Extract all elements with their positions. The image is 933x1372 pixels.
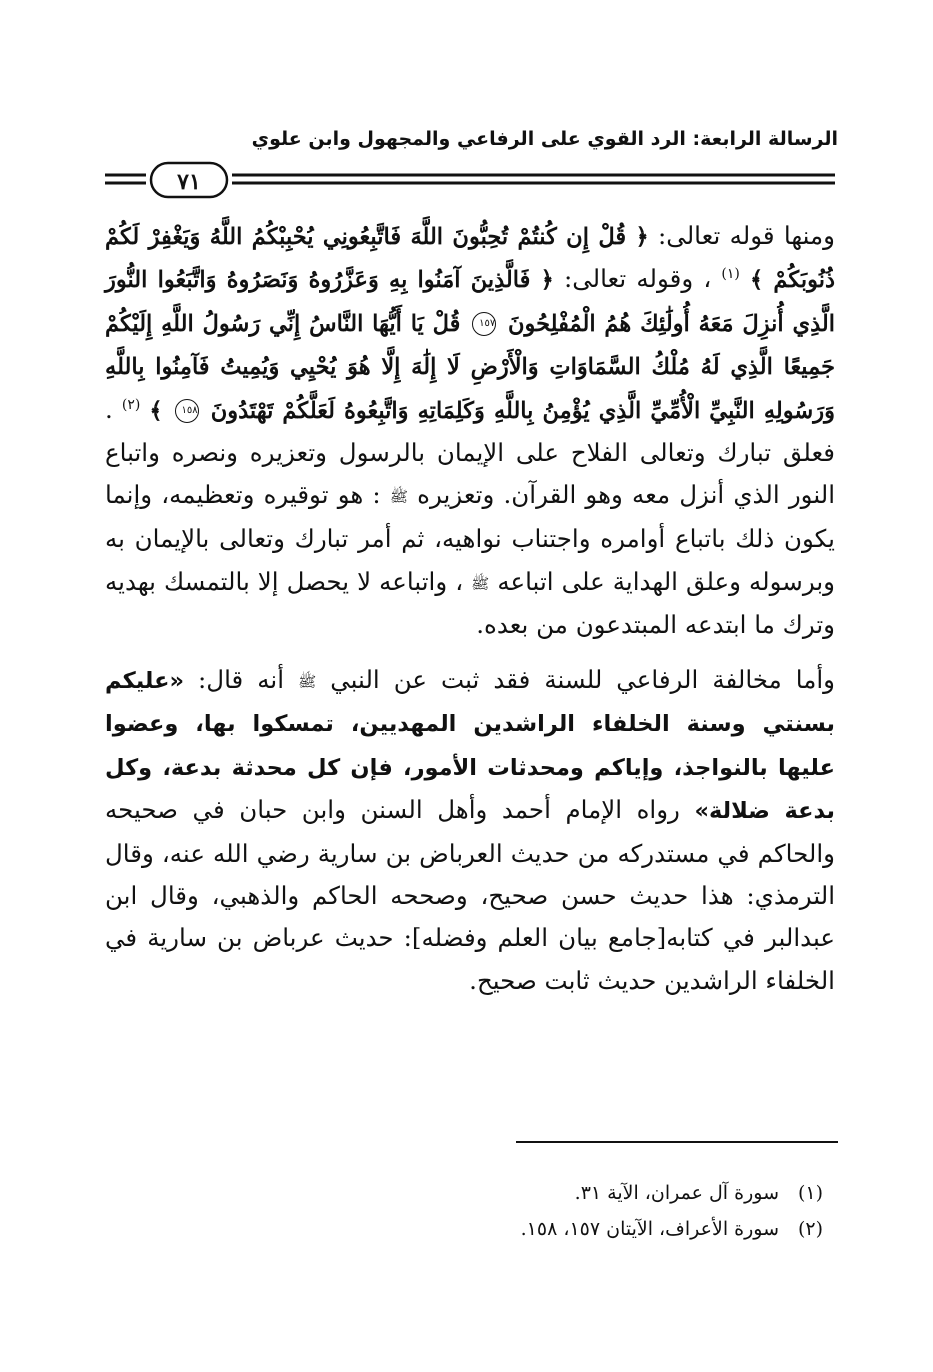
intro-text: ومنها قوله تعالى: (648, 221, 835, 250)
commentary-text: : هو توقيره وتعظيمه، وإنما يكون ذلك باتباع أوامره واجتناب نواهيه، ثم أمر تبارك وتعالى بالإيمان به وبرسوله وعلق الهداية على اتباعه (105, 480, 835, 596)
ayah-number-mark: ١٥٨ (175, 399, 199, 423)
salutation-glyph: ﷺ (389, 487, 408, 506)
commentary-text: رواه الإمام أحمد وأهل السنن وابن حبان في صحيحه والحاكم في مستدركه من حديث العرباض بن سارية رضي الله عنه، وقال الترمذي: هذا حديث حسن صحيح، وصححه الحاكم والذهبي، وقال ابن عبدالبر في كتابه[جامع بيان العلم وفضله]: حديث عرباض بن سارية في الخلفاء الراشدين حديث ثابت صحيح. (105, 795, 835, 995)
quran-bracket-close: ﴾ (149, 397, 163, 424)
footnote-item (223, 1211, 823, 1247)
commentary-text: . فعلق تبارك وتعالى الفلاح على الإيمان بالرسول وتعزيره ونصره واتباع النور الذي أنزل معه وهو القرآن. وتعزيره (105, 394, 835, 510)
running-header: الرسالة الرابعة: الرد القوي على الرفاعي والمجهول وابن علوي (251, 128, 838, 150)
footnote-ref-1: (١) (721, 266, 740, 283)
footnote-number: (١) (797, 1182, 823, 1204)
footnote-item (223, 1175, 823, 1211)
connector-text: ، وقوله تعالى: (553, 264, 712, 294)
footnote-number: (٢) (797, 1218, 823, 1240)
main-text (105, 215, 835, 1002)
page-number-ornament (105, 160, 835, 200)
quran-verse-2a: ﴿ فَالَّذِينَ آمَنُوا بِهِ وَعَزَّرُوهُ وَنَصَرُوهُ وَاتَّبَعُوا النُّورَ الَّذِي أُنزِلَ مَعَهُ أُولَٰئِكَ هُمُ الْمُفْلِحُونَ (105, 267, 836, 337)
commentary-text: ، واتباعه لا يحصل إلا بالتمسك بهديه وترك ما ابتدعه المبتدعون من بعده. (105, 566, 835, 640)
footnote-text: سورة آل عمران، الآية ٣١. (574, 1182, 779, 1204)
hadith-quote: «عليكم بسنتي وسنة الخلفاء الراشدين المهديين، تمسكوا بها، وعضوا عليها بالنواجذ، وإياكم ومحدثات الأمور، فإن كل محدثة بدعة، وكل بدعة ضلالة» (105, 667, 836, 825)
salutation-glyph: ﷺ (298, 671, 317, 690)
footnote-text: سورة الأعراف، الآيتان ١٥٧، ١٥٨. (520, 1218, 779, 1240)
commentary-text: أنه قال: (184, 664, 285, 694)
footnote-ref-2: (٢) (121, 396, 141, 413)
footnotes (223, 1175, 823, 1247)
quran-verse-2b: قُلْ يَا أَيُّهَا النَّاسُ إِنِّي رَسُولُ اللَّهِ إِلَيْكُمْ جَمِيعًا الَّذِي لَهُ مُلْكُ السَّمَاوَاتِ وَالْأَرْضِ لَا إِلَٰهَ إِلَّا هُوَ يُحْيِي وَيُمِيتُ فَآمِنُوا بِاللَّهِ وَرَسُولِهِ النَّبِيِّ الْأُمِّيِّ الَّذِي يُؤْمِنُ بِاللَّهِ وَكَلِمَاتِهِ وَاتَّبِعُوهُ لَعَلَّكُمْ تَهْتَدُونَ (105, 310, 835, 424)
quran-verse-1: ﴿ قُلْ إِن كُنتُمْ تُحِبُّونَ اللَّهَ فَاتَّبِعُونِي يُحْبِبْكُمُ اللَّهُ وَيَغْفِرْ لَكُمْ ذُنُوبَكُمْ ﴾ (105, 224, 836, 294)
page-number: ٧١ (177, 169, 201, 195)
commentary-text: وأما مخالفة الرفاعي للسنة فقد ثبت عن النبي (316, 664, 835, 694)
salutation-glyph: ﷺ (471, 573, 490, 592)
footnote-separator (516, 1141, 838, 1143)
paragraph-1 (105, 215, 835, 647)
paragraph-2 (105, 659, 835, 1003)
ayah-number-mark: ١٥٧ (472, 312, 496, 336)
